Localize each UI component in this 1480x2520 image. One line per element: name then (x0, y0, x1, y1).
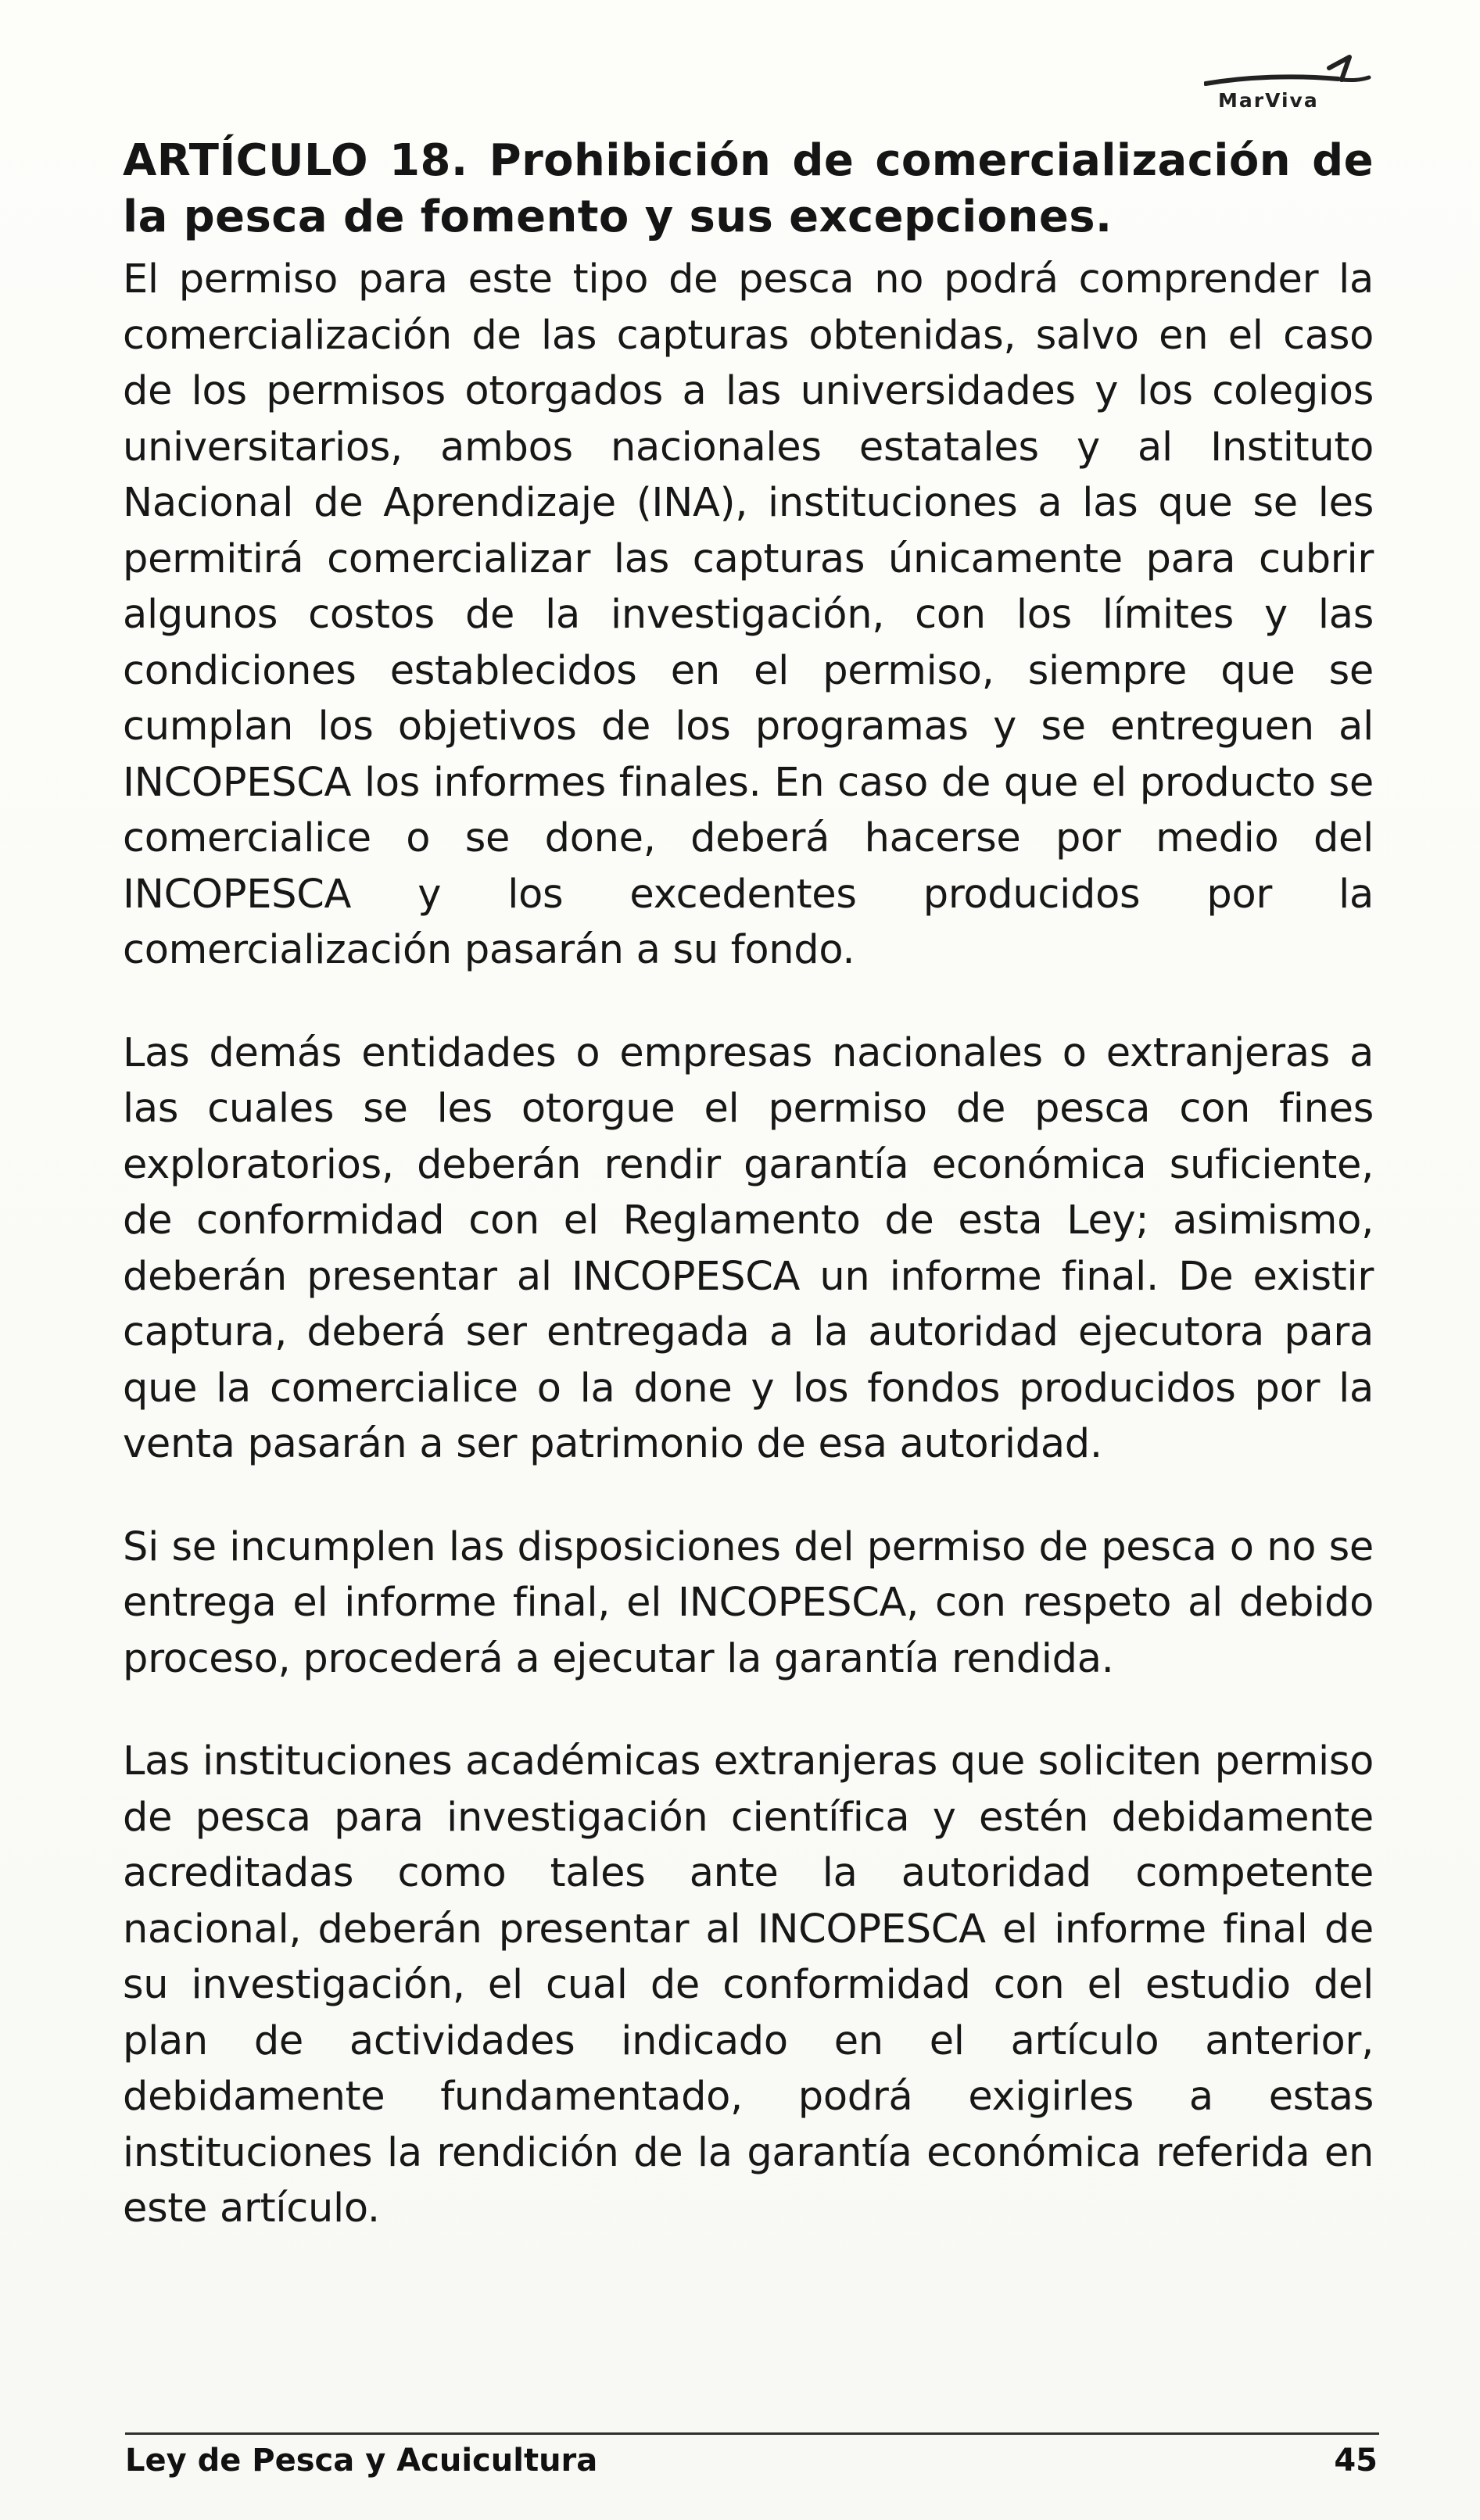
footer-title: Ley de Pesca y Acuicultura (125, 2443, 598, 2479)
article-content (123, 133, 1374, 2237)
marviva-logo (1204, 48, 1376, 113)
article-paragraph-1: El permiso para este tipo de pesca no podrá comprender la comercialización de las capturas obtenidas, salvo en el caso de los permisos otorgados a las universidades y los colegios universitarios, ambos nacionales estatales y al Instituto Nacional de Aprendizaje (INA), instituciones a las que se les permitirá comercializar las capturas únicamente para cubrir algunos costos de la investigación, con los límites y las condiciones establecidos en el permiso, siempre que se cumplan los objetivos de los programas y se entreguen al INCOPESCA los informes finales. En caso de que el producto se comercialice o se done, deberá hacerse por medio del INCOPESCA y los excedentes producidos por la comercialización pasarán a su fondo. (123, 256, 1374, 973)
article-paragraph-2: Las demás entidades o empresas nacionales o extranjeras a las cuales se les otorgue el permiso de pesca con fines exploratorios, deberán rendir garantía económica suficiente, de conformidad con el Reglamento de esta Ley; asimismo, deberán presentar al INCOPESCA un informe final. De existir captura, deberá ser entregada a la autoridad ejecutora para que la comercialice o la done y los fondos producidos por la venta pasarán a ser patrimonio de esa autoridad. (123, 1029, 1374, 1467)
logo-text: MarViva (1218, 89, 1319, 112)
article-heading: ARTÍCULO 18. Prohibición de comercialización de la pesca de fomento y sus excepciones. (123, 135, 1374, 242)
footer-divider (125, 2432, 1379, 2435)
page-number: 45 (1334, 2443, 1378, 2479)
article-paragraph-3: Si se incumplen las disposiciones del permiso de pesca o no se entrega el informe final, el INCOPESCA, con respeto al debido proceso, procederá a ejecutar la garantía rendida. (123, 1523, 1374, 1682)
wave-logo-icon (1204, 48, 1376, 95)
article-paragraph-4: Las instituciones académicas extranjeras que soliciten permiso de pesca para investigación científica y estén debidamente acreditadas como tales ante la autoridad competente nacional, deberán presentar al INCOPESCA el informe final de su investigación, el cual de conformidad con el estudio del plan de actividades indicado en el artículo anterior, debidamente fundamentado, podrá exigirles a estas instituciones la rendición de la garantía económica referida en este artículo. (123, 1738, 1374, 2232)
